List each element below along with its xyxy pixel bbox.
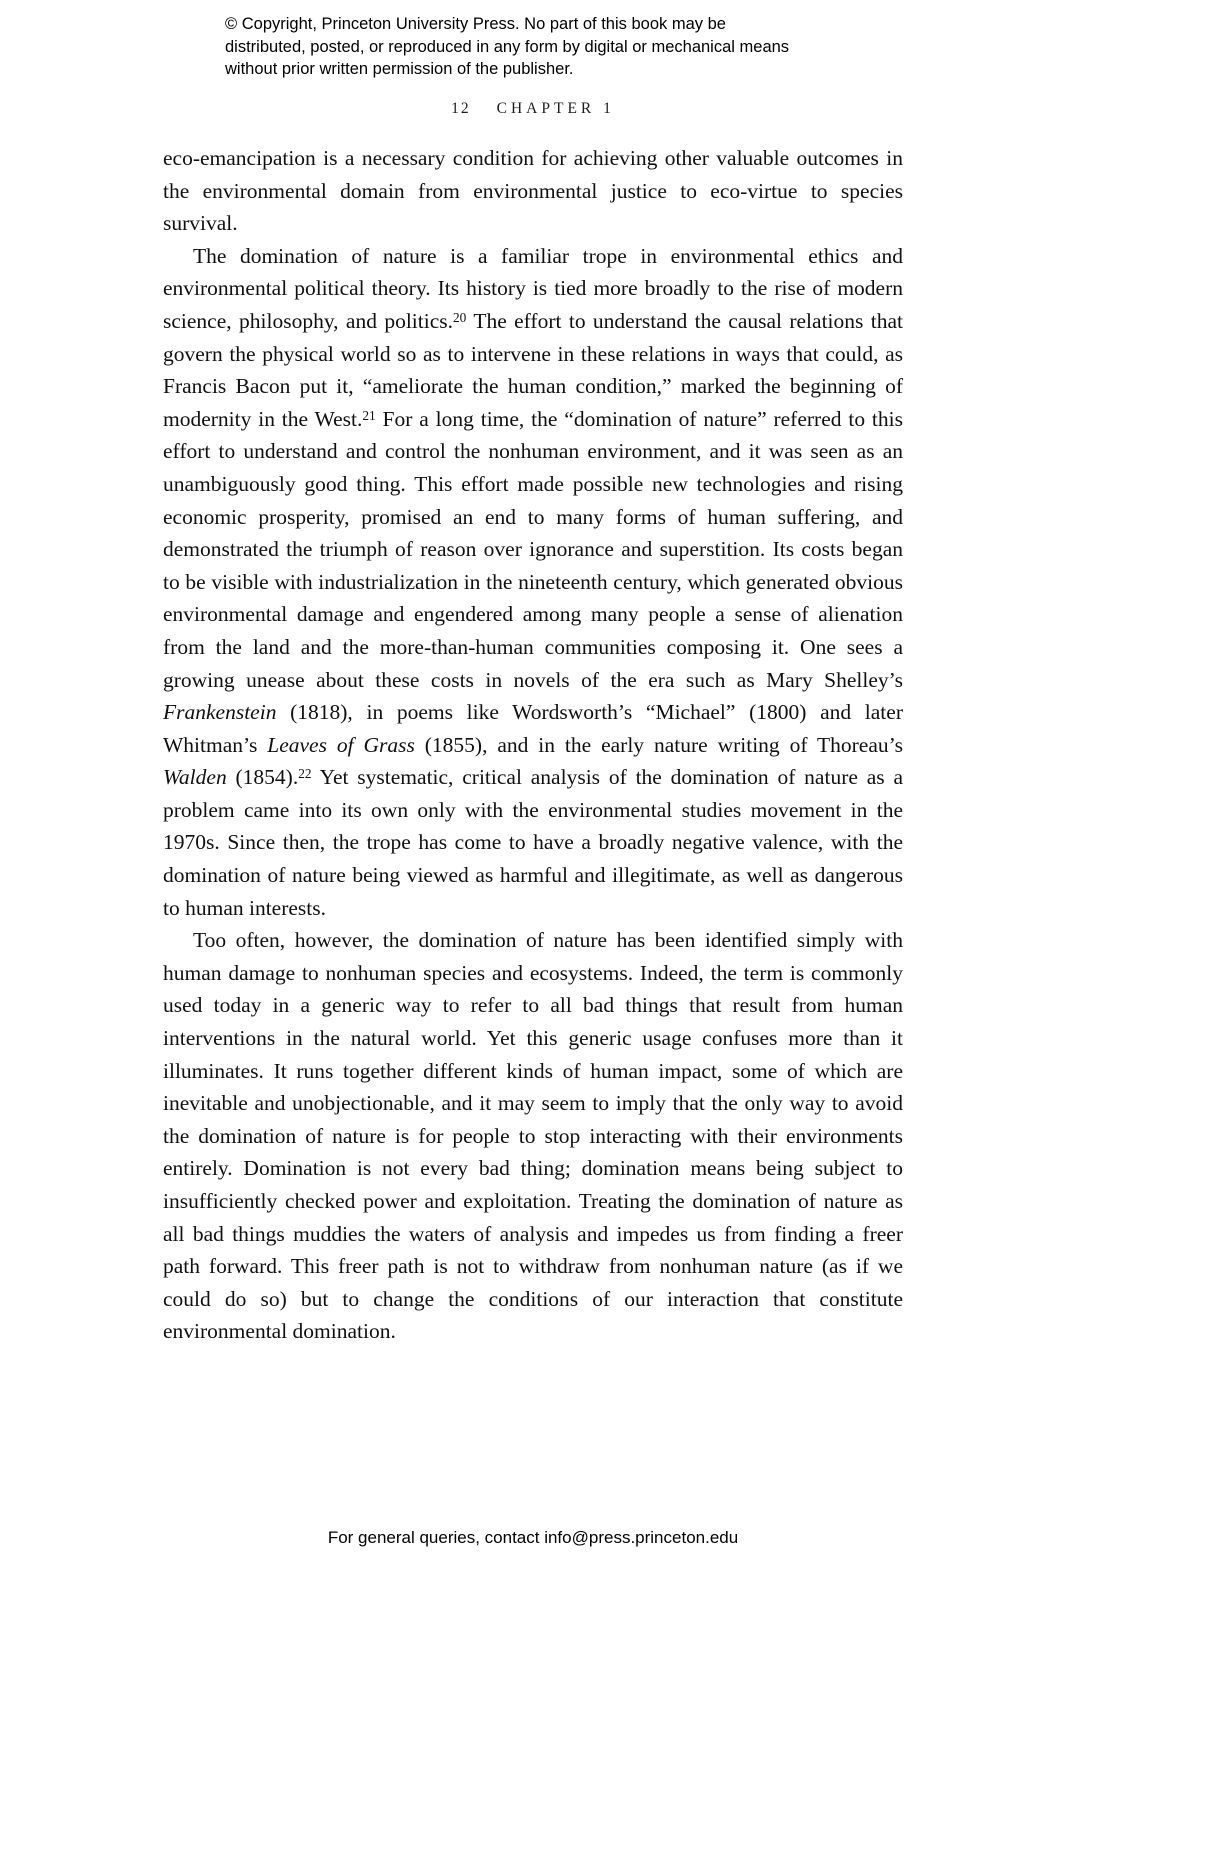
paragraph [163,924,903,1348]
text-run: Too often, however, the domination of nature has been identified simply with human damage to nonhuman species and ecosystems. Indeed, the term is commonly used today in a generic way to refer to all bad things that result from human interventions in the natural world. Yet this generic usage confuses more than it illuminates. It runs together different kinds of human impact, some of which are inevitable and unobjectionable, and it may seem to imply that the only way to avoid the domination of nature is for people to stop interacting with their environments entirely. Domination is not every bad thing; domination means being subject to insufficiently checked power and exploitation. Treating the domination of nature as all bad things muddies the waters of analysis and impedes us from finding a freer path forward. This freer path is not to withdraw from nonhuman nature (as if we could do so) but to change the conditions of our interaction that constitute environmental domination. [163,928,903,1344]
footer-contact: For general queries, contact info@press.princeton.edu [327,1528,739,1547]
text-run: eco-emancipation is a necessary condition for achieving other valuable outcomes in the environmental domain from environmental justice to eco-virtue to species survival. [163,146,903,236]
paragraph [163,240,903,924]
page-number: 12 [451,100,471,117]
book-title: Walden [163,765,227,790]
book-title: Frankenstein [163,700,277,725]
running-head [163,100,903,118]
text-run: For a long time, the “domination of nature” referred to this effort to understand and control the nonhuman environment, and it was seen as an unambiguously good thing. This effort made possible new technologies and rising economic prosperity, promised an end to many forms of human suffering, and demonstrated the triumph of reason over ignorance and superstition. Its costs began to be visible with industrialization in the nineteenth century, which generated obvious environmental damage and engendered among many people a sense of alienation from the land and the more-than-human communities composing it. One sees a growing unease about these costs in novels of the era such as Mary Shelley’s [163,406,903,692]
copyright-notice: © Copyright, Princeton University Press. No part of this book may be distributed, posted, or reproduced in any form by digital or mechanical means without prior written permission of the publisher. [225,15,790,78]
book-title: Leaves of Grass [267,732,415,757]
paragraph [163,142,903,240]
text-run: (1854). [226,765,299,790]
footnote-marker: 22 [298,766,312,782]
chapter-label: CHAPTER 1 [496,100,615,117]
text-run: (1818), in poems like Wordsworth’s “Michael” (1800) and later Whitman’s [163,700,903,757]
body-text [163,142,903,1348]
footnote-marker: 21 [362,407,376,423]
text-run: Yet systematic, critical analysis of the domination of nature as a problem came into its own only with the environmental studies movement in the 1970s. Since then, the trope has come to have a broadly negative valence, with the domination of nature being viewed as harmful and illegitimate, as well as dangerous to human interests. [163,765,903,920]
footnote-marker: 20 [453,309,467,325]
text-run: The effort to understand the causal relations that govern the physical world so as to intervene in these relations in ways that could, as Francis Bacon put it, “ameliorate the human condition,” marked the beginning of modernity in the West. [163,308,903,431]
text-run: The domination of nature is a familiar trope in environmental ethics and environmental political theory. Its history is tied more broadly to the rise of modern science, philosophy, and politics. [163,243,903,333]
text-run: (1855), and in the early nature writing of Thoreau’s [414,732,903,757]
